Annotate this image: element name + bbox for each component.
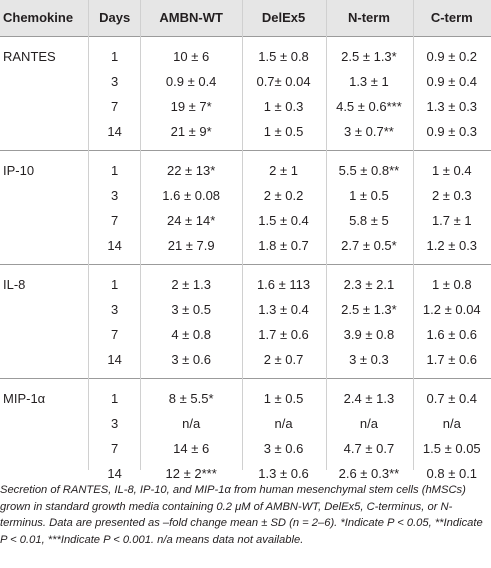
value-cell: n/a [359,415,378,431]
value-cell: 1.6 ± 113 [256,276,311,292]
value-cell: 1.5 ± 0.4 [258,212,309,228]
column-divider [326,0,327,470]
column-divider [413,0,414,470]
value-cell: 1 ± 0.5 [263,390,304,406]
value-cell: 4.5 ± 0.6*** [336,98,402,114]
column-divider [140,0,141,470]
value-cell: 8 ± 5.5* [168,390,214,406]
value-cell: 1 ± 0.8 [431,276,472,292]
chemokine-name [0,347,89,379]
header-c-term: C-term [430,10,473,26]
value-cell: 1.6 ± 0.6 [426,326,478,342]
day-cell: 3 [111,415,119,431]
table-row [0,69,491,94]
value-cell: 2 ± 0.7 [263,351,304,367]
value-cell: 1.3 ± 0.6 [258,465,309,481]
value-cell: 22 ± 13* [166,162,216,178]
chemokine-name [0,411,89,436]
value-cell: 1.3 ± 1 [349,73,389,89]
value-cell: 1.5 ± 0.05 [422,440,481,456]
value-cell: 4.7 ± 0.7 [343,440,395,456]
chemokine-name [0,436,89,461]
value-cell: 2.7 ± 0.5* [341,237,397,253]
value-cell: 0.7 ± 0.4 [426,390,478,406]
value-cell: n/a [182,415,201,431]
table-row [0,119,491,151]
value-cell: 1.8 ± 0.7 [258,237,309,253]
day-cell: 1 [111,390,119,406]
value-cell: 4 ± 0.8 [171,326,211,342]
value-cell: 0.8 ± 0.1 [426,465,478,481]
value-cell: 1.7 ± 0.6 [258,326,309,342]
table-caption: Secretion of RANTES, IL-8, IP-10, and MIP-1α from human mesenchymal stem cells (hMSCs) grown in standard growth media containing 0.2 μM of AMBN-WT, DelEx5, C-terminus, or N-terminus. Data are presented as –fold change mean ± SD (n = 2–6). *Indicate P < 0.05, **Indicate P < 0.01, ***Indicate P < 0.001. n/a means data not available. [0,484,483,546]
value-cell: 10 ± 6 [173,48,210,64]
value-cell: 3 ± 0.3 [349,351,389,367]
value-cell: 2 ± 1 [269,162,298,178]
value-cell: 24 ± 14* [166,212,216,228]
table-row [0,378,491,411]
column-divider [242,0,243,470]
chemokine-name: IP-10 [3,162,35,178]
value-cell: 1 ± 0.5 [263,123,304,139]
header-ambn-wt: AMBN-WT [159,10,223,26]
table-row [0,411,491,436]
day-cell: 14 [107,351,122,367]
day-cell: 7 [111,440,119,456]
value-cell: 1.3 ± 0.3 [426,98,478,114]
table-row [0,94,491,119]
chemokine-group [0,378,491,492]
value-cell: 5.5 ± 0.8** [338,162,400,178]
chemokine-group [0,264,491,378]
value-cell: 3 ± 0.6 [263,440,304,456]
header-days: Days [99,10,131,26]
day-cell: 1 [111,48,119,64]
chemokine-name: MIP-1α [3,390,46,406]
value-cell: 3.9 ± 0.8 [343,326,395,342]
chemokine-name [0,119,89,151]
table-row [0,322,491,347]
chemokine-name: RANTES [3,48,56,64]
value-cell: 21 ± 7.9 [167,237,215,253]
header-n-term: N-term [347,10,390,26]
value-cell: 21 ± 9* [170,123,212,139]
value-cell: 0.9 ± 0.2 [426,48,478,64]
chemokine-name [0,94,89,119]
table-row [0,183,491,208]
value-cell: 3 ± 0.5 [171,301,211,317]
chemokine-name [0,208,89,233]
table-row [0,36,491,69]
chemokine-name: IL-8 [3,276,26,292]
chemokine-name [0,297,89,322]
value-cell: 0.7± 0.04 [256,73,311,89]
value-cell: 1.2 ± 0.3 [426,237,478,253]
value-cell: 12 ± 2*** [165,465,217,481]
day-cell: 7 [111,326,119,342]
table-row [0,150,491,183]
table-row [0,208,491,233]
value-cell: 5.8 ± 5 [349,212,389,228]
value-cell: 2 ± 0.2 [263,187,304,203]
value-cell: 19 ± 7* [170,98,212,114]
value-cell: n/a [274,415,293,431]
chemokine-name [0,322,89,347]
value-cell: 3 ± 0.7** [344,123,394,139]
value-cell: 14 ± 6 [173,440,210,456]
table-header [0,0,491,36]
day-cell: 3 [111,187,119,203]
value-cell: 2 ± 1.3 [171,276,211,292]
value-cell: 2.5 ± 1.3* [341,301,397,317]
value-cell: 1.6 ± 0.08 [162,187,221,203]
value-cell: 1.5 ± 0.8 [258,48,309,64]
table-row [0,233,491,265]
value-cell: 2.6 ± 0.3** [338,465,400,481]
value-cell: 0.9 ± 0.3 [426,123,478,139]
table-row [0,297,491,322]
chemokine-name [0,69,89,94]
day-cell: 1 [111,276,119,292]
value-cell: n/a [442,415,461,431]
value-cell: 2.4 ± 1.3 [343,390,395,406]
value-cell: 1 ± 0.3 [263,98,304,114]
day-cell: 7 [111,98,119,114]
header-row [0,0,491,36]
day-cell: 14 [107,123,122,139]
value-cell: 1.3 ± 0.4 [258,301,309,317]
value-cell: 2 ± 0.3 [431,187,472,203]
chemokine-group [0,150,491,264]
day-cell: 14 [107,465,122,481]
header-chemokine: Chemokine [3,10,74,26]
value-cell: 3 ± 0.6 [171,351,211,367]
value-cell: 1.7 ± 1 [431,212,472,228]
day-cell: 3 [111,73,119,89]
value-cell: 1.7 ± 0.6 [426,351,478,367]
table-row [0,264,491,297]
value-cell: 2.5 ± 1.3* [341,48,397,64]
day-cell: 1 [111,162,119,178]
chemokine-group [0,36,491,150]
table-row [0,436,491,461]
day-cell: 7 [111,212,119,228]
value-cell: 2.3 ± 2.1 [343,276,395,292]
day-cell: 14 [107,237,122,253]
value-cell: 0.9 ± 0.4 [426,73,478,89]
header-delex5: DelEx5 [261,10,306,26]
value-cell: 0.9 ± 0.4 [165,73,217,89]
value-cell: 1.2 ± 0.04 [422,301,481,317]
chemokine-name [0,183,89,208]
table-row [0,347,491,379]
chemokine-name [0,233,89,265]
column-divider [88,0,89,470]
value-cell: 1 ± 0.5 [349,187,389,203]
value-cell: 1 ± 0.4 [431,162,472,178]
day-cell: 3 [111,301,119,317]
